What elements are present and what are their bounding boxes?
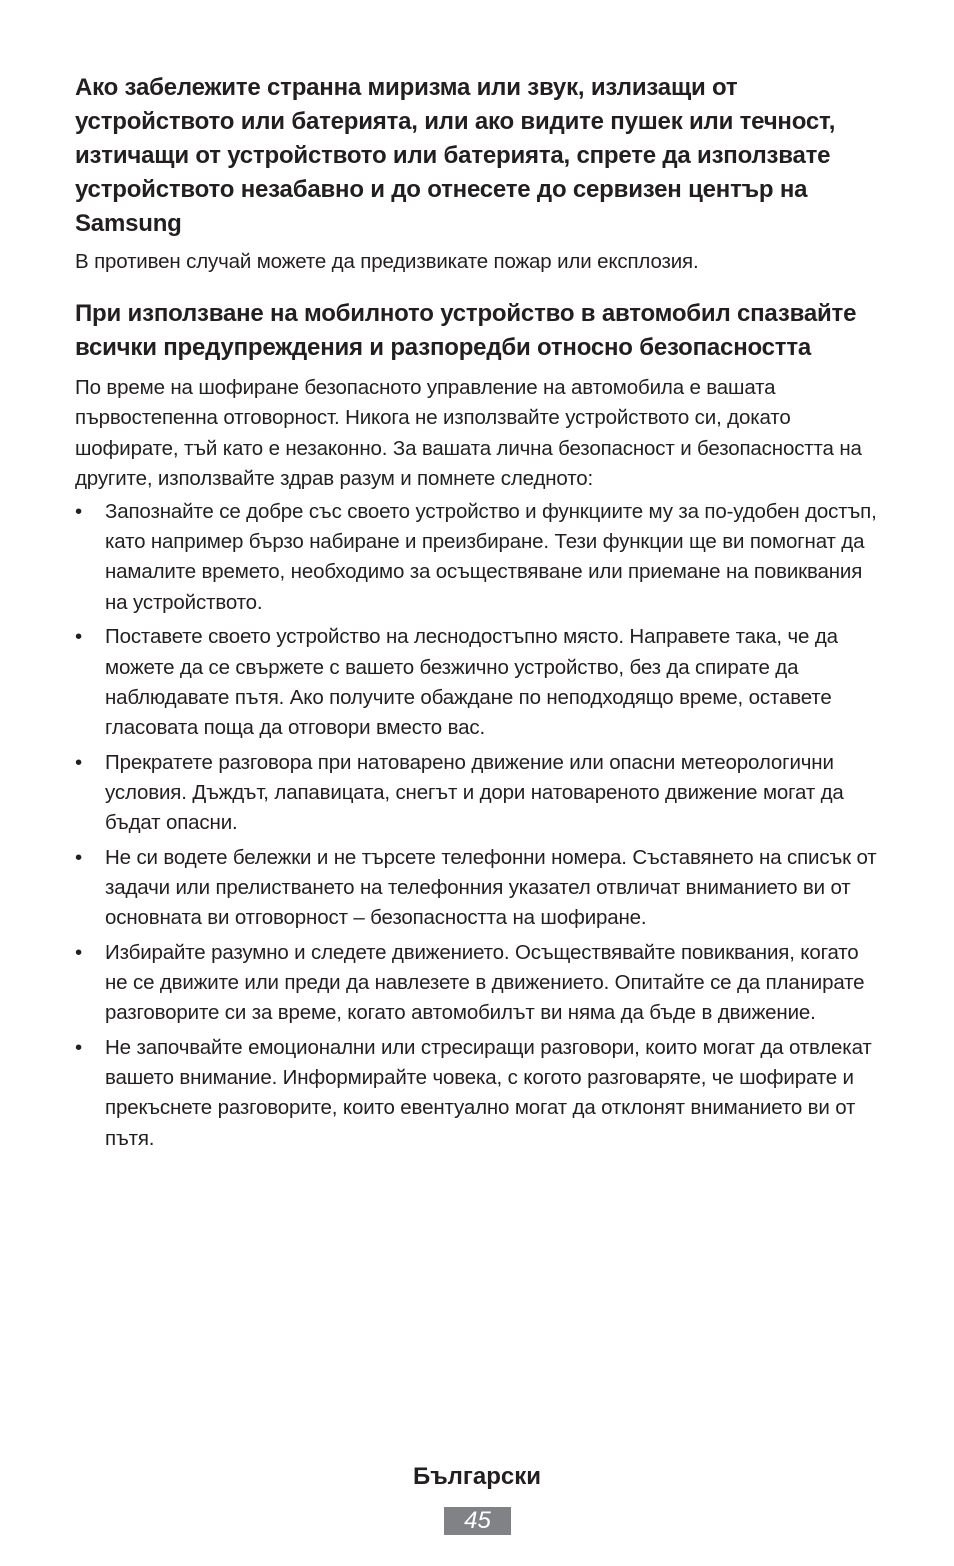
- bullet-icon: •: [75, 750, 83, 774]
- document-page: [75, 70, 885, 1158]
- list-item: [75, 1033, 885, 1154]
- section-body-fire-warning: В противен случай можете да предизвикате пожар или експлозия.: [75, 250, 699, 273]
- bullet-icon: •: [75, 845, 83, 869]
- list-item-text: Не си водете бележки и не търсете телефонни номера. Съставянето на списък от задачи или прелистването на телефонния указател отвличат вниманието ви от основната ви отговорност – безопасността на шофиране.: [105, 845, 877, 930]
- list-item: [75, 622, 885, 743]
- list-item: [75, 748, 885, 839]
- list-item: [75, 938, 885, 1029]
- bullet-icon: •: [75, 500, 83, 524]
- list-item: [75, 497, 885, 618]
- section-heading-smell-smoke: Ако забележите странна миризма или звук, излизащи от устройството или батерията, или ако видите пушек или течност, изтичащи от устройството или батерията, спрете да използвате устройството незабавно и до отнесете до сервизен център на Samsung: [75, 74, 836, 237]
- bullet-icon: •: [75, 625, 83, 649]
- list-item: [75, 843, 885, 934]
- driving-safety-list: [75, 497, 885, 1154]
- section-body-driving-intro: По време на шофиране безопасното управление на автомобила е вашата първостепенна отговорност. Никога не използвайте устройството си, докато шофирате, тъй като е незаконно. За вашата лична безопасност и безопасността на другите, използвайте здрав разум и помнете следното:: [75, 376, 862, 490]
- list-item-text: Прекратете разговора при натоварено движение или опасни метеорологични условия. Дъждът, лапавицата, снегът и дори натовареното движение могат да бъдат опасни.: [105, 750, 844, 835]
- bullet-icon: •: [75, 940, 83, 964]
- list-item-text: Поставете своето устройство на леснодостъпно място. Направете така, че да можете да се свържете с вашето безжично устройство, без да спирате да наблюдавате пътя. Ако получите обаждане по неподходящо време, оставете гласовата поща да отговори вместо вас.: [105, 625, 838, 739]
- list-item-text: Не започвайте емоционални или стресиращи разговори, които могат да отвлекат вашето внимание. Информирайте човека, с когото разговаряте, че шофирате и прекъснете разговорите, които евентуално могат да отклонят вниманието ви от пътя.: [105, 1035, 872, 1150]
- bullet-icon: •: [75, 1035, 83, 1059]
- list-item-text: Избирайте разумно и следете движението. Осъществявайте повиквания, когато не се движите или преди да навлезете в движението. Опитайте се да планирате разговорите си за време, когато автомобилът ви няма да бъде в движение.: [105, 940, 865, 1025]
- list-item-text: Запознайте се добре със своето устройство и функциите му за по-удобен достъп, като например бързо набиране и преизбиране. Тези функции ще ви помогнат да намалите времето, необходимо за осъществяване или приемане на повиквания на устройството.: [105, 500, 877, 614]
- footer-language-label: Български: [412, 1463, 542, 1490]
- section-heading-car-safety: При използване на мобилното устройство в автомобил спазвайте всички предупреждения и разпоредби относно безопасността: [75, 300, 857, 362]
- page-number: 45: [444, 1507, 511, 1535]
